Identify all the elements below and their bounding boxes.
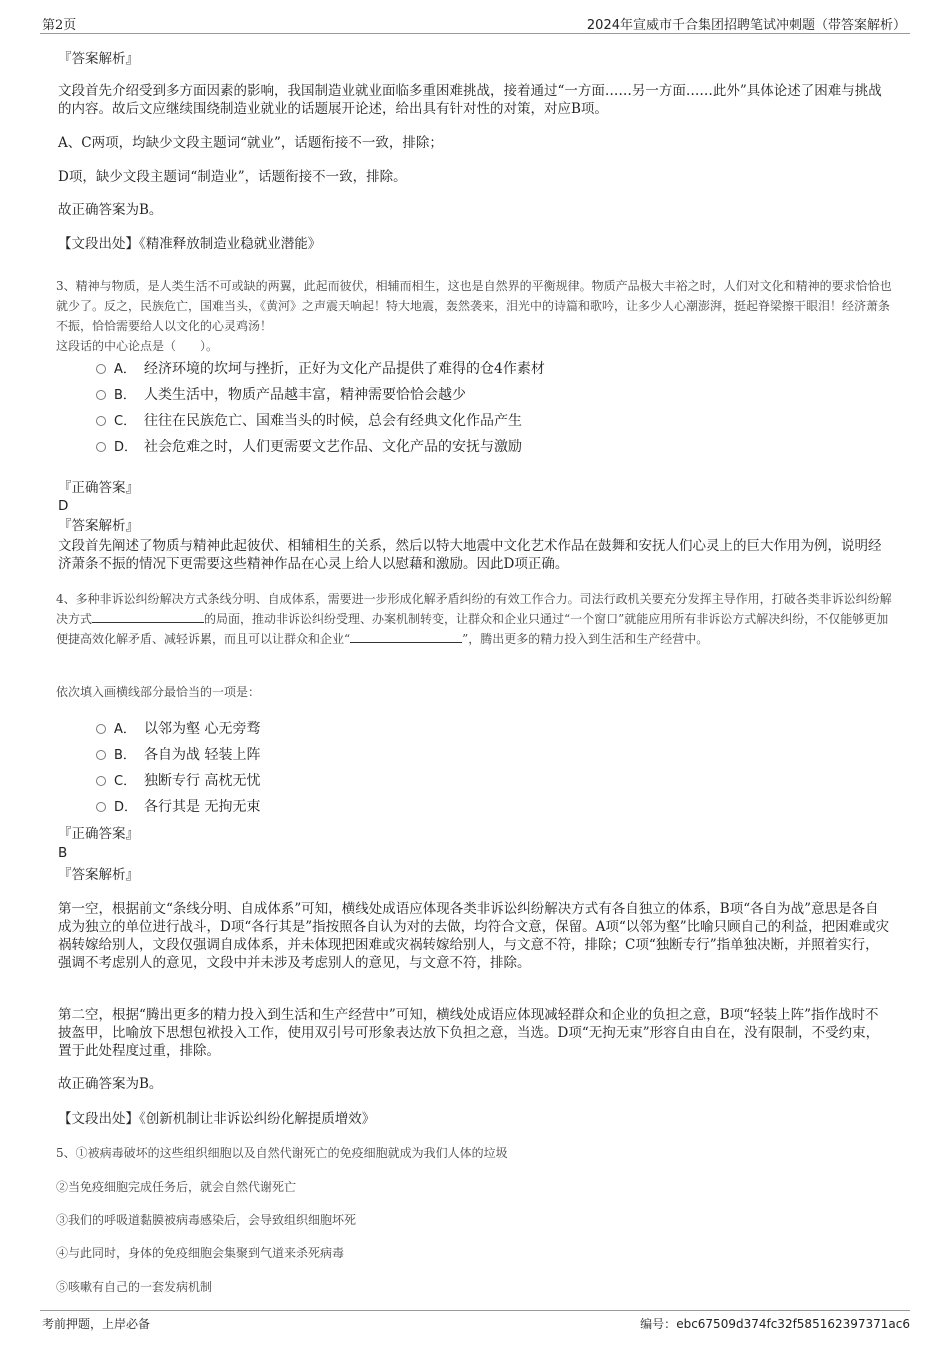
q4-stem: 4、多种非诉讼纠纷解决方式条线分明、自成体系，需要进一步形成化解矛盾纠纷的有效工作合力。司法行政机关要充分发挥主导作用，打破各类非诉讼纠纷解决方式 的局面，推动非诉讼纠纷受理、办案机制转变，让群众和企业只通过“一个窗口”就能应用所有非诉讼方式解决纠纷，不仅能够更加便捷高效化解矛盾、减轻诉累，而且可以让群众和企业“ ”，腾出更多的精力投入到生活和生产经营中。 xyxy=(56,592,892,646)
q5-sentence-5: ⑤咳嗽有自己的一套发病机制 xyxy=(56,1280,213,1294)
footer-slogan: 考前押题，上岸必备 xyxy=(42,1317,151,1331)
q3-option-c[interactable]: C． 往往在民族危亡、国难当头的时候，总会有经典文化作品产生 xyxy=(96,411,522,432)
q4-option-d[interactable]: D． 各行其是 无拘无束 xyxy=(96,797,260,818)
radio-button[interactable] xyxy=(96,442,106,452)
q4-option-b[interactable]: B． 各自为战 轻装上阵 xyxy=(96,745,260,766)
q2-analysis-para: 文段首先介绍受到多方面因素的影响，我国制造业就业面临多重困难挑战，接着通过“一方面……另一方面……此外”具体论述了困难与挑战的内容。故后文应继续围绕制造业就业的话题展开论述，给出具有针对性的对策，对应B项。 xyxy=(58,83,882,117)
document-title: 2024年宣威市千合集团招聘笔试冲刺题（带答案解析） xyxy=(586,18,906,33)
q4-correct-label: 『正确答案』 xyxy=(58,826,139,842)
q4-conclusion: 故正确答案为B。 xyxy=(58,1076,163,1092)
q5-sentence-3: ③我们的呼吸道黏膜被病毒感染后，会导致组织细胞坏死 xyxy=(56,1213,357,1227)
q3-stem: 3、精神与物质，是人类生活不可或缺的两翼，此起而彼伏，相辅而相生，这也是自然界的平衡规律。物质产品极大丰裕之时，人们对文化和精神的要求恰恰也就少了。反之，民族危亡，国难当头，《黄河》之声震天响起！特大地震，轰然袭来，泪光中的诗篇和歌吟，让多少人心潮澎湃，挺起脊梁擦干眼泪！经济萧条不振，恰恰需要给人以文化的心灵鸡汤！ xyxy=(56,279,892,333)
radio-button[interactable] xyxy=(96,390,106,400)
q3-question: 这段话的中心论点是（ ）。 xyxy=(56,339,219,353)
document-code: 编号：ebc67509d374fc32f585162397371ac6 xyxy=(640,1317,910,1331)
q3-option-b[interactable]: B． 人类生活中，物质产品越丰富，精神需要恰恰会越少 xyxy=(96,385,466,406)
radio-button[interactable] xyxy=(96,802,106,812)
q4-option-c[interactable]: C． 独断专行 高枕无忧 xyxy=(96,771,260,792)
q4-question: 依次填入画横线部分最恰当的一项是： xyxy=(56,685,261,699)
q4-option-a[interactable]: A． 以邻为壑 心无旁骛 xyxy=(96,719,260,740)
q2-analysis-para: D项，缺少文段主题词“制造业”，话题衔接不一致，排除。 xyxy=(58,169,407,185)
q3-correct-answer: D xyxy=(58,498,69,514)
q3-option-a[interactable]: A． 经济环境的坎坷与挫折，正好为文化产品提供了难得的仓4作素材 xyxy=(96,359,545,380)
q2-analysis-para: A、C两项，均缺少文段主题词“就业”，话题衔接不一致，排除； xyxy=(58,135,443,151)
q3-option-d[interactable]: D． 社会危难之时，人们更需要文艺作品、文化产品的安抚与激励 xyxy=(96,437,522,458)
q4-analysis-para: 第二空，根据“腾出更多的精力投入到生活和生产经营中”可知，横线处成语应体现减轻群众和企业的负担之意，B项“轻装上阵”指作战时不披盔甲，比喻放下思想包袱投入工作，使用双引号可形象表达放下负担之意，当选。D项“无拘无束”形容自由自在，没有限制，不受约束，置于此处程度过重，排除。 xyxy=(58,1007,880,1059)
radio-button[interactable] xyxy=(96,750,106,760)
radio-button[interactable] xyxy=(96,776,106,786)
radio-button[interactable] xyxy=(96,364,106,374)
q2-source: 【文段出处】《精准释放制造业稳就业潜能》 xyxy=(58,236,322,252)
radio-button[interactable] xyxy=(96,724,106,734)
q4-correct-answer: B xyxy=(58,845,68,861)
page-footer xyxy=(40,1310,910,1331)
radio-button[interactable] xyxy=(96,416,106,426)
q2-analysis-label: 『答案解析』 xyxy=(58,51,139,67)
page-header xyxy=(40,10,910,34)
q3-correct-label: 『正确答案』 xyxy=(58,480,139,496)
q4-analysis-label: 『答案解析』 xyxy=(58,867,139,883)
q5-sentence-4: ④与此同时，身体的免疫细胞会集聚到气道来杀死病毒 xyxy=(56,1246,345,1260)
q3-analysis-label: 『答案解析』 xyxy=(58,518,139,534)
q5-sentence-1: 5、①被病毒破坏的这些组织细胞以及自然代谢死亡的免疫细胞就成为我们人体的垃圾 xyxy=(56,1146,508,1160)
fill-blank xyxy=(92,611,204,623)
q3-analysis: 文段首先阐述了物质与精神此起彼伏、相辅相生的关系，然后以特大地震中文化艺术作品在鼓舞和安抚人们心灵上的巨大作用为例，说明经济萧条不振的情况下更需要这些精神作品在心灵上给人以慰藉和激励。因此D项正确。 xyxy=(58,538,882,572)
q4-analysis-para: 第一空，根据前文“条线分明、自成体系”可知，横线处成语应体现各类非诉讼纠纷解决方式有各自独立的体系，B项“各自为战”意思是各自成为独立的单位进行战斗，D项“各行其是”指按照各自认为对的去做，均符合文意，保留。A项“以邻为壑”比喻只顾自己的利益，把困难或灾祸转嫁给别人，文段仅强调自成体系，并未体现把困难或灾祸转嫁给别人，与文意不符，排除；C项“独断专行”指单独决断，并照着实行，强调不考虑别人的意见，文段中并未涉及考虑别人的意见，与文意不符，排除。 xyxy=(58,901,890,971)
q4-source: 【文段出处】《创新机制让非诉讼纠纷化解提质增效》 xyxy=(58,1111,376,1127)
q2-conclusion: 故正确答案为B。 xyxy=(58,202,163,218)
fill-blank xyxy=(350,631,462,643)
q5-sentence-2: ②当免疫细胞完成任务后，就会自然代谢死亡 xyxy=(56,1180,297,1194)
page-number: 第2页 xyxy=(42,18,77,33)
